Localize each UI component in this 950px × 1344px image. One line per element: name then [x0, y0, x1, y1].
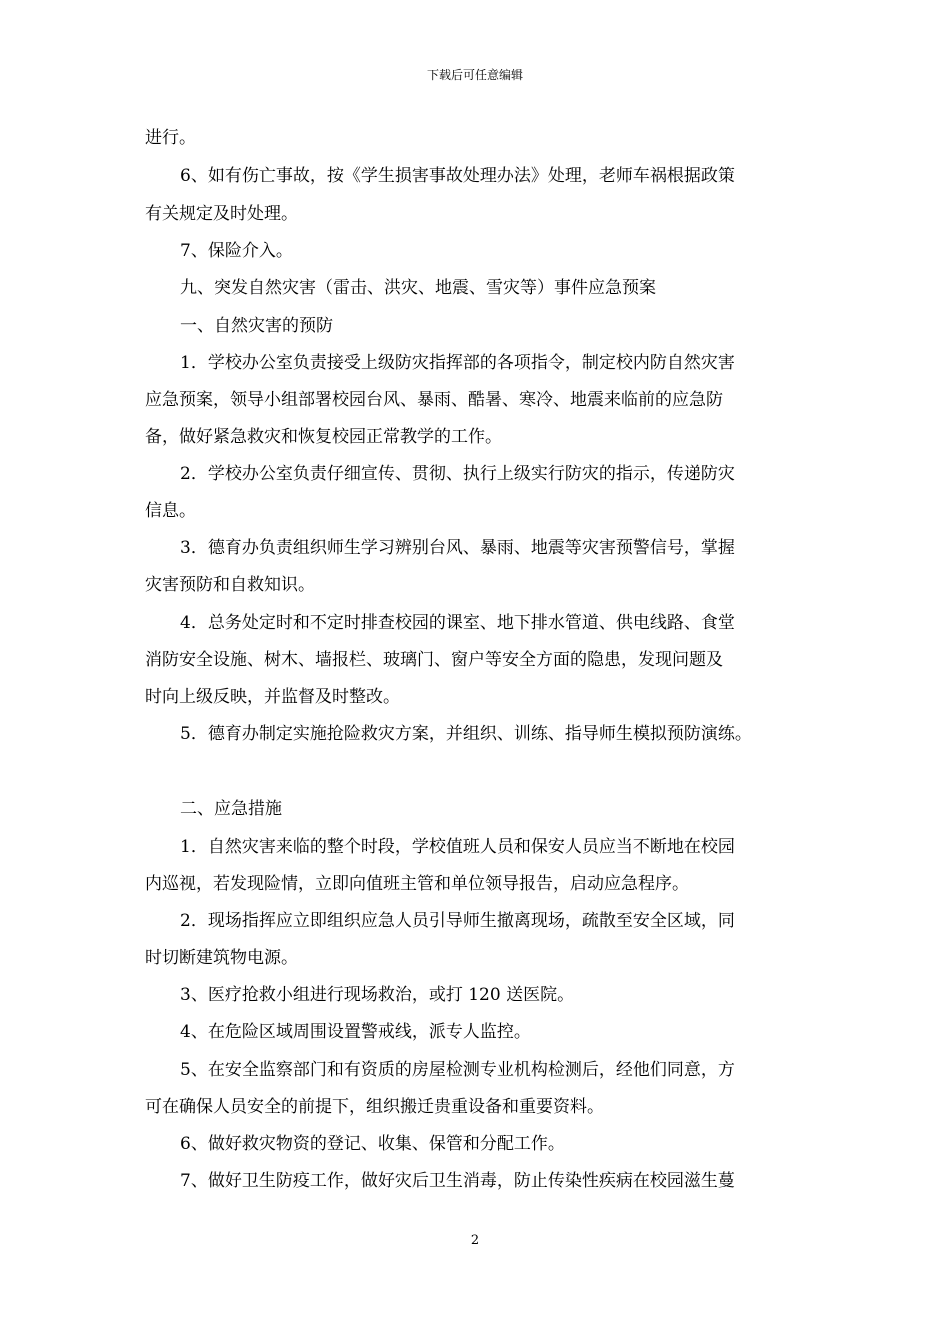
text-line: 内巡视，若发现险情，立即向值班主管和单位领导报告，启动应急程序。	[145, 874, 689, 894]
text-line: 信息。	[145, 501, 196, 521]
text-line: 6、做好救灾物资的登记、收集、保管和分配工作。	[180, 1134, 565, 1154]
text-line: 4．总务处定时和不定时排查校园的课室、地下排水管道、供电线路、食堂	[180, 613, 735, 633]
text-line: 2．现场指挥应立即组织应急人员引导师生撤离现场，疏散至安全区域，同	[180, 911, 735, 931]
text-line: 应急预案，领导小组部署校园台风、暴雨、酷暑、寒冷、地震来临前的应急防	[145, 390, 723, 410]
page-number: 2	[470, 1233, 480, 1248]
text-line: 5．德育办制定实施抢险救灾方案，并组织、训练、指导师生模拟预防演练。	[180, 724, 752, 744]
text-line: 备，做好紧急救灾和恢复校园正常教学的工作。	[145, 427, 502, 447]
text-line: 5、在安全监察部门和有资质的房屋检测专业机构检测后，经他们同意，方	[180, 1060, 735, 1080]
subsection-heading: 二、应急措施	[180, 799, 282, 819]
text-line: 2．学校办公室负责仔细宣传、贯彻、执行上级实行防灾的指示，传递防灾	[180, 464, 735, 484]
text-line: 3、医疗抢救小组进行现场救治，或打 120 送医院。	[180, 985, 575, 1005]
text-line: 有关规定及时处理。	[145, 204, 298, 224]
text-line: 4、在危险区域周围设置警戒线，派专人监控。	[180, 1022, 531, 1042]
text-line: 灾害预防和自救知识。	[145, 575, 315, 595]
text-line: 消防安全设施、树木、墙报栏、玻璃门、窗户等安全方面的隐患，发现问题及	[145, 650, 723, 670]
text-line: 7、做好卫生防疫工作，做好灾后卫生消毒，防止传染性疾病在校园滋生蔓	[180, 1171, 735, 1191]
text-line: 7、保险介入。	[180, 241, 293, 261]
text-line: 6、如有伤亡事故，按《学生损害事故处理办法》处理，老师车祸根据政策	[180, 166, 735, 186]
text-line: 进行。	[145, 128, 196, 148]
text-line: 时向上级反映，并监督及时整改。	[145, 687, 400, 707]
section-heading: 九、突发自然灾害（雷击、洪灾、地震、雪灾等）事件应急预案	[180, 278, 656, 298]
text-line: 可在确保人员安全的前提下，组织搬迁贵重设备和重要资料。	[145, 1097, 604, 1117]
page-header: 下载后可任意编辑	[426, 68, 523, 82]
text-line: 1．学校办公室负责接受上级防灾指挥部的各项指令，制定校内防自然灾害	[180, 353, 735, 373]
subsection-heading: 一、自然灾害的预防	[180, 316, 333, 336]
text-line: 时切断建筑物电源。	[145, 948, 298, 968]
text-line: 3．德育办负责组织师生学习辨别台风、暴雨、地震等灾害预警信号，掌握	[180, 538, 735, 558]
text-line: 1．自然灾害来临的整个时段，学校值班人员和保安人员应当不断地在校园	[180, 837, 735, 857]
